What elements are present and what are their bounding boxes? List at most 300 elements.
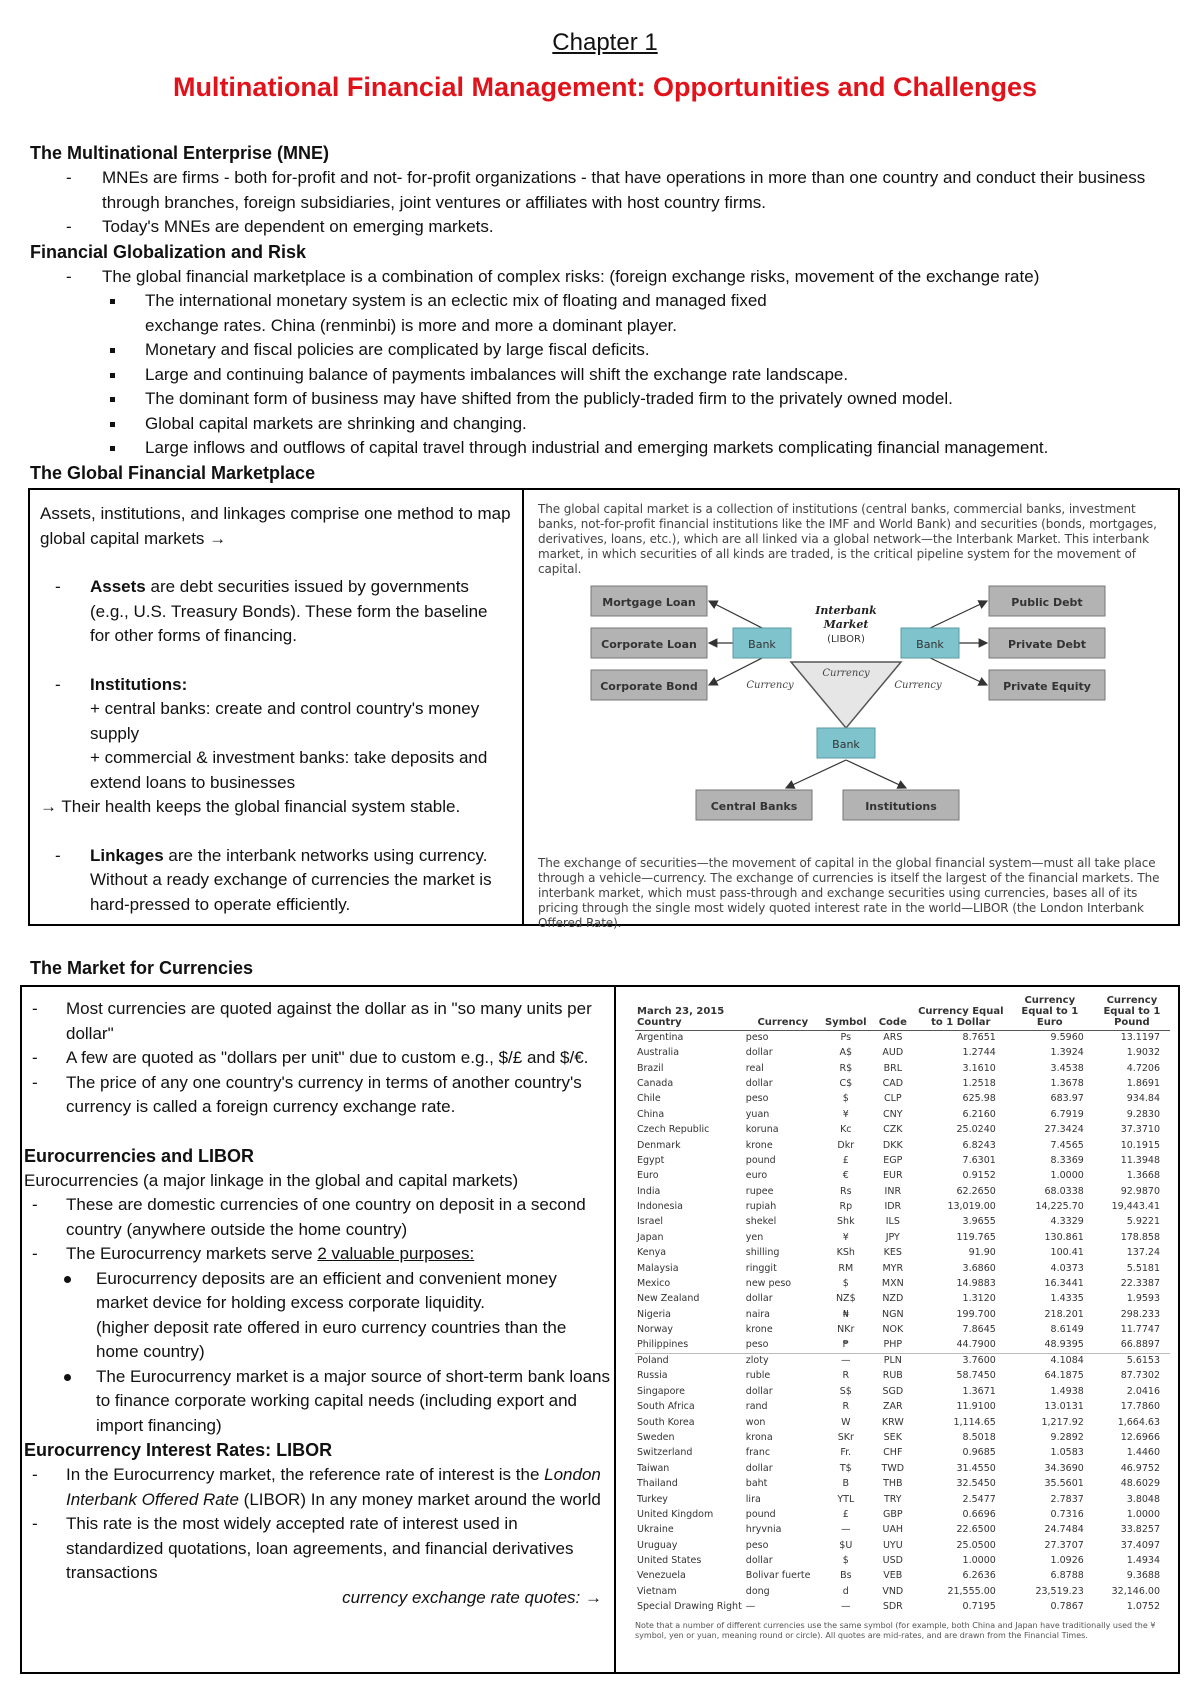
table-cell: 0.7316 [1050, 1508, 1084, 1520]
table-cell: GBP [882, 1508, 903, 1520]
table-cell: Sweden [637, 1431, 675, 1443]
table-cell: Malaysia [637, 1262, 679, 1274]
table-cell: 1.4938 [1050, 1385, 1084, 1397]
table-cell: peso [745, 1093, 769, 1105]
table-cell: 37.4097 [1120, 1539, 1160, 1551]
table-cell: 137.24 [1126, 1247, 1160, 1259]
table-cell: Venezuela [637, 1570, 686, 1582]
table-cell: A$ [839, 1047, 853, 1059]
table-cell: 68.0338 [1044, 1185, 1084, 1197]
table-cell: 1.2744 [962, 1047, 996, 1059]
table-cell: 1.0000 [1126, 1508, 1160, 1520]
table-row [635, 1415, 1170, 1430]
table-cell: BRL [883, 1062, 902, 1074]
table-cell: 1.4335 [1050, 1293, 1084, 1305]
table-cell: PLN [870, 1354, 916, 1369]
table-row [635, 1384, 1170, 1399]
table-cell: YTL [837, 1493, 855, 1505]
table-cell: 178.858 [1120, 1231, 1160, 1243]
libor-item: - This rate is the most widely accepted rate of interest used in standardized quotations, loan agreements, and financial derivatives transactions [32, 1514, 574, 1582]
table-row [635, 1461, 1170, 1476]
box-label: Public Debt [1011, 596, 1083, 609]
table-header-country: March 23, 2015 Country [635, 995, 744, 1031]
table-cell: IDR [884, 1201, 902, 1213]
table-cell: lira [745, 1493, 761, 1505]
table-cell: ARS [883, 1032, 903, 1044]
table-cell: 625.98 [962, 1093, 996, 1105]
table-cell: 32,146.00 [1111, 1585, 1160, 1597]
table-row [635, 1477, 1170, 1492]
table-row [635, 1092, 1170, 1107]
table-cell: 22.3387 [1120, 1278, 1160, 1290]
libor-label: (LIBOR) [827, 634, 865, 645]
table-cell: 199.700 [956, 1308, 996, 1320]
table-row [635, 1138, 1170, 1153]
table-cell: NKr [837, 1324, 855, 1336]
table-cell: South Africa [637, 1401, 695, 1413]
table-cell: 6.2636 [962, 1570, 996, 1582]
table-cell: Japan [637, 1231, 664, 1243]
table-row [635, 1277, 1170, 1292]
table-cell: Brazil [637, 1062, 664, 1074]
libor-heading: Eurocurrency Interest Rates: LIBOR [24, 1440, 333, 1460]
table-cell: ILS [885, 1216, 900, 1228]
table-cell: 1.8691 [1126, 1077, 1160, 1089]
table-cell: Kenya [637, 1247, 667, 1259]
table-cell: SEK [883, 1431, 902, 1443]
table-cell: dollar [745, 1385, 773, 1397]
globalization-bullet: Large and continuing balance of payments imbalances will shift the exchange rate landscape. [30, 363, 1170, 388]
table-cell: 1,217.92 [1041, 1416, 1084, 1428]
left-security-boxes [591, 586, 707, 700]
table-cell: NOK [882, 1324, 904, 1336]
table-cell: 1.3924 [1050, 1047, 1084, 1059]
table-cell: W [841, 1416, 851, 1428]
table-cell: 4.1084 [1006, 1354, 1094, 1369]
table-cell: R$ [839, 1062, 853, 1074]
table-row [635, 1508, 1170, 1523]
table-cell: UYU [882, 1539, 903, 1551]
table-cell: dollar [745, 1555, 773, 1567]
table-cell: 0.6696 [962, 1508, 996, 1520]
table-cell: 27.3707 [1044, 1539, 1084, 1551]
table-cell: d [842, 1585, 849, 1597]
table-cell: Poland [635, 1354, 744, 1369]
table-cell: $U [839, 1539, 853, 1551]
table-header: Currency Equal to 1 Euro [1006, 995, 1094, 1031]
table-cell: 7.6301 [962, 1154, 996, 1166]
table-cell: USD [882, 1555, 903, 1567]
table-cell: ₱ [842, 1339, 849, 1351]
bank-label: Bank [916, 638, 944, 651]
currency-item: - A few are quoted as "dollars per unit" due to custom e.g., $/£ and $/€. [32, 1048, 589, 1067]
table-cell: 5.6153 [1094, 1354, 1170, 1369]
table-cell: Argentina [637, 1032, 684, 1044]
table-cell: shilling [745, 1247, 780, 1259]
table-cell: Singapore [637, 1385, 685, 1397]
table-cell: Switzerland [637, 1447, 693, 1459]
table-cell: Euro [637, 1170, 659, 1182]
table-row [635, 1077, 1170, 1092]
table-cell: real [745, 1062, 764, 1074]
table-cell: 14,225.70 [1035, 1201, 1084, 1213]
table-cell: rupiah [745, 1201, 777, 1213]
table-cell: 1.9593 [1126, 1293, 1160, 1305]
table-cell: koruna [745, 1124, 779, 1136]
marketplace-heading: The Global Financial Marketplace [30, 462, 316, 483]
table-cell: 0.9152 [962, 1170, 996, 1182]
table-cell: 1.9032 [1126, 1047, 1160, 1059]
table-cell: Shk [837, 1216, 855, 1228]
table-cell: KSh [836, 1247, 855, 1259]
table-header: Currency Equal to 1 Pound [1094, 995, 1170, 1031]
table-cell: 17.7860 [1120, 1401, 1160, 1413]
table-cell: 25.0500 [956, 1539, 996, 1551]
figure-caption-bottom: The exchange of securities—the movement of capital in the global financial system—must all take place through a vehicle—currency. The exchange of currencies is itself the largest of the financial markets. The interbank market, which must pass-through and exchange securities using currencies, bases all of its pricing through the single most widely quoted interest rate in the world—LIBOR (the London Interbank Offered Rate). [538, 856, 1160, 930]
table-cell: 3.4538 [1050, 1062, 1084, 1074]
table-cell: 21,555.00 [947, 1585, 996, 1597]
table-cell: 3.8048 [1126, 1493, 1160, 1505]
table-cell: United Kingdom [637, 1508, 714, 1520]
table-cell: 1.4460 [1126, 1447, 1160, 1459]
table-cell: Denmark [637, 1139, 681, 1151]
table-cell: 13.0131 [1044, 1401, 1084, 1413]
box-label: Central Banks [710, 800, 798, 813]
table-cell: 1.0926 [1050, 1555, 1084, 1567]
table-cell: 1.3668 [1126, 1170, 1160, 1182]
table-cell: 298.233 [1120, 1308, 1160, 1320]
table-row [635, 1600, 1170, 1615]
table-cell: krona [745, 1431, 773, 1443]
table-cell: 34.3690 [1044, 1462, 1084, 1474]
table-cell: 8.6149 [1050, 1324, 1084, 1336]
table-row [635, 1046, 1170, 1061]
currency-label: Currency [746, 680, 794, 691]
table-cell: zloty [744, 1354, 822, 1369]
table-cell: SKr [837, 1431, 854, 1443]
globalization-bullet: The dominant form of business may have shifted from the publicly-traded firm to the privately owned model. [30, 387, 1170, 412]
health-note: → Their health keeps the global financial system stable. [40, 797, 461, 816]
table-cell: S$ [839, 1385, 852, 1397]
table-cell: 7.4565 [1050, 1139, 1084, 1151]
table-cell: 4.3329 [1050, 1216, 1084, 1228]
table-cell: DKK [882, 1139, 903, 1151]
table-cell: baht [745, 1478, 768, 1490]
table-row [635, 1554, 1170, 1569]
table-row [635, 1154, 1170, 1169]
euro-purpose: The Eurocurrency market is a major source of short-term bank loans to finance corporate working capital needs (including export and import financing) [22, 1365, 614, 1439]
interbank-figure [526, 490, 1178, 930]
table-cell: Dkr [837, 1139, 855, 1151]
table-cell: 10.1915 [1120, 1139, 1160, 1151]
table-cell: CLP [883, 1093, 902, 1105]
table-cell: ¥ [842, 1231, 849, 1243]
table-cell: 6.2160 [962, 1108, 996, 1120]
table-cell: Ps [840, 1032, 852, 1044]
table-cell: Bs [840, 1570, 852, 1582]
table-cell: 27.3424 [1044, 1124, 1084, 1136]
table-cell: Nigeria [637, 1308, 671, 1320]
table-header: Symbol [822, 995, 870, 1031]
table-cell: 3.1610 [962, 1062, 996, 1074]
table-cell: 48.6029 [1120, 1478, 1160, 1490]
table-cell: 6.8788 [1050, 1570, 1084, 1582]
table-cell: 1,114.65 [953, 1416, 996, 1428]
table-cell: TRY [883, 1493, 902, 1505]
currency-label: Currency [894, 680, 942, 691]
table-row [635, 1431, 1170, 1446]
globalization-bullet: Monetary and fiscal policies are complicated by large fiscal deficits. [30, 338, 1170, 363]
table-cell: 14.9883 [956, 1278, 996, 1290]
table-cell: VEB [883, 1570, 903, 1582]
linkages-item: - Linkages are the interbank networks using currency. Without a ready exchange of currencies the market is hard-pressed to operate efficiently. [55, 845, 492, 914]
table-row [635, 1231, 1170, 1246]
table-row [635, 1169, 1170, 1184]
currency-item: - Most currencies are quoted against the dollar as in "so many units per dollar" [32, 999, 592, 1043]
table-cell: Taiwan [637, 1462, 670, 1474]
table-cell: Canada [637, 1077, 674, 1089]
table-cell: 4.0373 [1050, 1262, 1084, 1274]
table-cell: 218.201 [1044, 1308, 1084, 1320]
table-cell: $ [842, 1555, 849, 1567]
table-cell: rupee [745, 1185, 774, 1197]
table-cell: MXN [881, 1278, 904, 1290]
table-cell: 5.5181 [1126, 1262, 1160, 1274]
table-cell: peso [745, 1339, 769, 1351]
table-cell: South Korea [637, 1416, 695, 1428]
table-cell: VND [882, 1585, 904, 1597]
table-cell: — [745, 1601, 756, 1613]
currency-label: Currency [822, 668, 870, 679]
table-cell: 48.9395 [1044, 1339, 1084, 1351]
table-cell: 130.861 [1044, 1231, 1084, 1243]
table-cell: India [637, 1185, 661, 1197]
box-label: Private Debt [1007, 638, 1087, 651]
table-row [635, 1107, 1170, 1122]
table-cell: 3.7600 [916, 1354, 1006, 1369]
marketplace-notes [30, 490, 524, 924]
table-cell: pound [745, 1154, 776, 1166]
table-row [635, 1492, 1170, 1507]
table-cell: 16.3441 [1044, 1278, 1084, 1290]
table-cell: dollar [745, 1462, 773, 1474]
table-cell: yuan [745, 1108, 770, 1120]
table-cell: 37.3710 [1120, 1124, 1160, 1136]
table-header-row [635, 995, 1170, 1031]
eurocurrencies-intro: Eurocurrencies (a major linkage in the global and capital markets) [24, 1170, 519, 1190]
table-cell: 87.7302 [1120, 1370, 1160, 1382]
table-cell: Special Drawing Right [637, 1601, 742, 1613]
table-cell: Turkey [637, 1493, 668, 1505]
document-title: Multinational Financial Management: Opportunities and Challenges [172, 72, 1038, 102]
table-row [635, 1292, 1170, 1307]
table-cell: 1.4934 [1126, 1555, 1160, 1567]
table-cell: Philippines [637, 1339, 689, 1351]
table-cell: United States [637, 1555, 702, 1567]
table-cell: 44.7900 [956, 1339, 996, 1351]
table-cell: 35.5601 [1044, 1478, 1084, 1490]
bank-label: Bank [748, 638, 776, 651]
table-cell: 92.9870 [1120, 1185, 1160, 1197]
table-cell: R [842, 1370, 850, 1382]
table-cell: Uruguay [637, 1539, 678, 1551]
table-cell: shekel [745, 1216, 777, 1228]
table-cell: 5.9221 [1126, 1216, 1160, 1228]
table-cell: ringgit [745, 1262, 777, 1274]
box-label: Institutions [865, 800, 937, 813]
table-cell: 24.7484 [1044, 1524, 1084, 1536]
table-cell: 66.8897 [1120, 1339, 1160, 1351]
euro-purpose: Eurocurrency deposits are an efficient and convenient money market device for holding excess corporate liquidity. (higher deposit rate offered in euro currency countries than the home country) [22, 1267, 614, 1365]
table-cell: Ukraine [637, 1524, 674, 1536]
table-cell: 22.6500 [956, 1524, 996, 1536]
table-row [635, 1246, 1170, 1261]
table-cell: CZK [883, 1124, 903, 1136]
table-row [635, 1061, 1170, 1076]
table-cell: ZAR [882, 1401, 903, 1413]
table-cell: 1.3678 [1050, 1077, 1084, 1089]
table-cell: 2.7837 [1050, 1493, 1084, 1505]
table-cell: 3.6860 [962, 1262, 996, 1274]
currencies-box [20, 985, 1180, 1674]
institutions-item: - Institutions: + central banks: create and control country's money supply + commercial & investment banks: take deposits and extend loans to businesses [55, 674, 488, 792]
exchange-rate-table [635, 995, 1170, 1615]
table-cell: 31.4550 [956, 1462, 996, 1474]
globalization-bullet: The international monetary system is an eclectic mix of floating and managed fixed exchange rates. China (renminbi) is more and more a dominant player. [30, 289, 1170, 338]
globalization-bullet: Large inflows and outflows of capital travel through industrial and emerging markets complicating financial management. [30, 436, 1170, 461]
table-cell: Russia [637, 1370, 668, 1382]
table-cell: SGD [882, 1385, 904, 1397]
table-row [635, 1585, 1170, 1600]
table-cell: Norway [637, 1324, 674, 1336]
table-cell: £ [842, 1508, 849, 1520]
box-label: Corporate Loan [601, 638, 697, 651]
table-cell: franc [745, 1447, 771, 1459]
table-cell: 13,019.00 [947, 1201, 996, 1213]
table-cell: R [842, 1401, 850, 1413]
table-cell: $ [842, 1093, 849, 1105]
euro-item: - These are domestic currencies of one country on deposit in a second country (anywhere outside the home country) [32, 1195, 586, 1239]
table-row [635, 1338, 1170, 1353]
table-cell: 46.9752 [1120, 1462, 1160, 1474]
mne-item: - MNEs are firms - both for-profit and not- for-profit organizations - that have operations in more than one country and conduct their business through branches, foreign subsidiaries, joint ventures or affiliates with host country firms. [66, 168, 1146, 212]
table-header: Currency Equal to 1 Dollar [916, 995, 1006, 1031]
table-cell: $ [842, 1278, 849, 1290]
table-cell: 934.84 [1126, 1093, 1160, 1105]
table-cell: 2.5477 [962, 1493, 996, 1505]
table-cell: ₦ [842, 1308, 849, 1320]
table-cell: Egypt [637, 1154, 665, 1166]
table-cell: 91.90 [968, 1247, 996, 1259]
table-cell: 13.1197 [1120, 1032, 1160, 1044]
table-row [635, 1261, 1170, 1276]
mne-heading: The Multinational Enterprise (MNE) [30, 143, 330, 163]
table-cell: CHF [883, 1447, 903, 1459]
table-cell: SDR [882, 1601, 903, 1613]
table-cell: € [842, 1170, 849, 1182]
table-cell: 1.3671 [962, 1385, 996, 1397]
quotes-pointer: currency exchange rate quotes: → [342, 1587, 602, 1607]
mne-item: - Today's MNEs are dependent on emerging markets. [66, 217, 494, 236]
table-cell: 19,443.41 [1111, 1201, 1160, 1213]
table-cell: 683.97 [1050, 1093, 1084, 1105]
table-cell: Rs [840, 1185, 852, 1197]
table-cell: 0.7195 [962, 1601, 996, 1613]
table-cell: 7.8645 [962, 1324, 996, 1336]
table-cell: — [822, 1354, 870, 1369]
table-cell: Fr. [840, 1447, 852, 1459]
table-cell: RUB [882, 1370, 903, 1382]
table-cell: THB [883, 1478, 903, 1490]
table-cell: RM [838, 1262, 854, 1274]
table-cell: China [637, 1108, 665, 1120]
box-label: Private Equity [1003, 680, 1091, 693]
table-row [635, 1400, 1170, 1415]
box-label: Corporate Bond [600, 680, 698, 693]
assets-item: - Assets are debt securities issued by governments (e.g., U.S. Treasury Bonds). These form the baseline for other forms of financing. [55, 577, 488, 645]
table-cell: 11.3948 [1120, 1154, 1160, 1166]
table-cell: dollar [745, 1047, 773, 1059]
table-cell: 9.5960 [1050, 1032, 1084, 1044]
table-cell: CNY [883, 1108, 903, 1120]
table-cell: 1,664.63 [1117, 1416, 1160, 1428]
table-cell: Kc [840, 1124, 852, 1136]
table-cell: 4.7206 [1126, 1062, 1160, 1074]
table-cell: Israel [637, 1216, 663, 1228]
table-cell: PHP [883, 1339, 903, 1351]
table-cell: New Zealand [637, 1293, 700, 1305]
marketplace-intro: Assets, institutions, and linkages comprise one method to map global capital markets → [40, 504, 511, 548]
table-cell: AUD [882, 1047, 904, 1059]
table-row [635, 1308, 1170, 1323]
table-cell: EGP [883, 1154, 903, 1166]
interbank-title: Interbank [815, 604, 877, 617]
table-row [635, 1031, 1170, 1046]
table-cell: rand [745, 1401, 768, 1413]
table-row [635, 1354, 1170, 1369]
table-cell: EUR [883, 1170, 903, 1182]
table-cell: 8.7651 [962, 1032, 996, 1044]
table-cell: 9.2892 [1050, 1431, 1084, 1443]
table-cell: NZ$ [835, 1293, 856, 1305]
table-cell: won [745, 1416, 766, 1428]
table-cell: UAH [882, 1524, 904, 1536]
table-cell: ruble [745, 1370, 771, 1382]
table-cell: dollar [745, 1077, 773, 1089]
table-cell: krone [745, 1324, 773, 1336]
table-cell: Chile [637, 1093, 661, 1105]
table-cell: 9.2830 [1126, 1108, 1160, 1120]
table-row [635, 1569, 1170, 1584]
libor-item: - In the Eurocurrency market, the reference rate of interest is the London Interbank Offered Rate (LIBOR) In any money market around the world [32, 1465, 601, 1509]
table-row [635, 1123, 1170, 1138]
table-cell: CAD [882, 1077, 904, 1089]
table-header: Currency [744, 995, 822, 1031]
table-cell: 1.0000 [962, 1555, 996, 1567]
table-cell: dollar [745, 1293, 773, 1305]
table-cell: 1.2518 [962, 1077, 996, 1089]
table-cell: ¥ [842, 1108, 849, 1120]
table-cell: Bolivar fuerte [745, 1570, 811, 1582]
table-row [635, 1215, 1170, 1230]
table-cell: 100.41 [1050, 1247, 1084, 1259]
table-cell: 1.0000 [1050, 1170, 1084, 1182]
globalization-heading: Financial Globalization and Risk [30, 241, 307, 262]
table-cell: Vietnam [637, 1585, 677, 1597]
table-cell: 0.9685 [962, 1447, 996, 1459]
table-cell: krone [745, 1139, 773, 1151]
table-row [635, 1446, 1170, 1461]
